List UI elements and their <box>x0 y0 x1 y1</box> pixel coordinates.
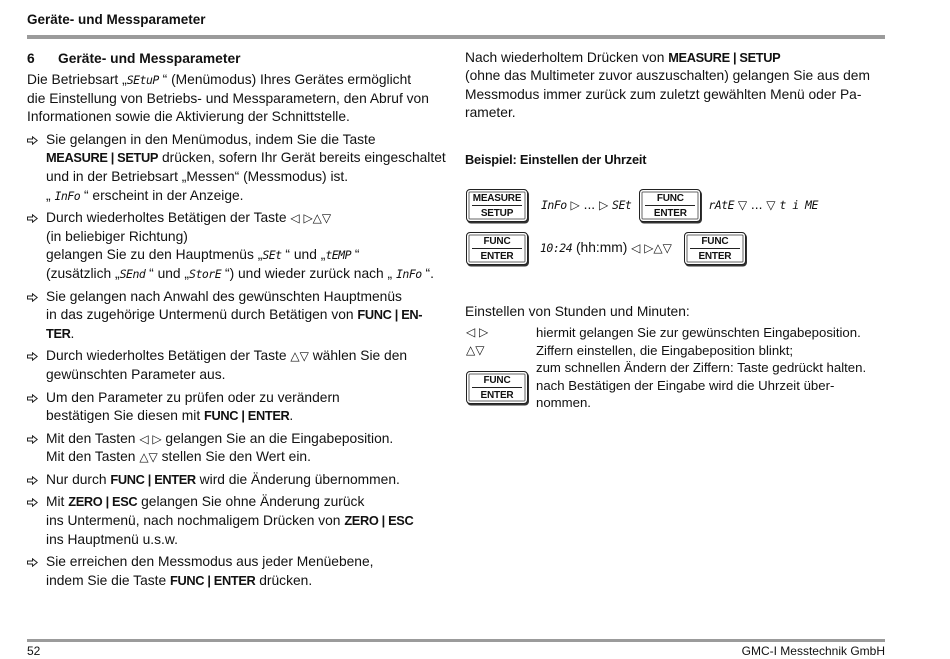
display-readout: SEt <box>612 198 632 212</box>
arrow-keys-symbol: ▽ <box>737 198 748 212</box>
list-item <box>27 430 452 467</box>
table-row <box>466 324 866 342</box>
text-run: „ <box>46 187 55 203</box>
intro-paragraph <box>27 71 452 127</box>
text-run: Mit <box>46 494 69 510</box>
key-label-bottom: ENTER <box>480 250 514 262</box>
key-function-table <box>466 324 866 412</box>
text-line <box>46 407 452 426</box>
key-label-top: FUNC <box>483 235 511 247</box>
text-run: gewünschten Parameter aus. <box>46 366 226 382</box>
text-run: Nur durch <box>46 471 111 487</box>
arrow-keys-symbol: ◁ ▷ <box>139 431 162 446</box>
text-run: Um den Parameter zu prüfen oder zu verändern <box>46 389 340 405</box>
list-item <box>27 131 452 205</box>
key-sequence-row <box>466 231 746 265</box>
text-run: wählen Sie den <box>308 348 408 364</box>
display-readout: rAtE <box>708 198 735 212</box>
list-item-text <box>46 430 452 467</box>
list-item <box>27 209 452 283</box>
text-line <box>46 430 452 449</box>
arrow-keys-symbol: △▽ <box>290 349 309 364</box>
text-run: stellen Sie den Wert ein. <box>157 449 311 465</box>
key-reference: FUNC | ENTER <box>110 471 196 487</box>
table-cell-empty <box>466 394 536 412</box>
display-readout: InFo <box>541 198 567 212</box>
text-line <box>46 265 452 284</box>
measure-setup-key-icon <box>466 189 528 222</box>
text-run: gelangen Sie zu den Hauptmenüs „ <box>46 247 263 263</box>
text-run: Sie erreichen den Messmodus aus jeder Menüebene, <box>46 554 374 570</box>
text-run: . <box>70 325 75 341</box>
table-cell-text: zum schnellen Ändern der Ziffern: Taste gedrückt halten. <box>536 360 867 375</box>
key-reference: MEASURE | SETUP <box>668 50 781 65</box>
text-run: wird die Änderung übernommen. <box>195 471 400 487</box>
table-cell-key <box>466 374 536 401</box>
list-item-text <box>46 389 452 426</box>
sequence-step-text <box>708 196 818 214</box>
text-run: und in der Betriebsart „Messen“ (Messmodus) ist. <box>46 168 349 184</box>
key-label-bottom: SETUP <box>480 207 514 219</box>
text-line <box>465 104 890 122</box>
text-run: (in beliebiger Richtung) <box>46 228 188 244</box>
arrow-bullet-icon <box>27 389 46 408</box>
text-line <box>46 531 452 550</box>
display-readout: SEnd <box>119 266 146 281</box>
table-row <box>466 394 866 412</box>
arrow-keys-symbol: ▽ <box>766 198 776 212</box>
arrow-bullet-icon <box>27 131 46 150</box>
key-label-bottom: ENTER <box>480 389 514 401</box>
table-cell-text: hiermit gelangen Sie zur gewünschten Eingabeposition. <box>536 325 861 340</box>
display-readout: SEt <box>262 248 282 263</box>
arrow-keys-symbol: ◁ ▷ <box>466 325 489 339</box>
right-column-paragraph <box>465 49 890 123</box>
key-divider <box>472 248 522 249</box>
list-item-text <box>46 288 452 344</box>
text-run: gelangen Sie ohne Änderung zurück <box>137 494 365 510</box>
text-line <box>46 228 452 247</box>
arrow-keys-symbol: ▷ <box>598 198 609 212</box>
text-line <box>46 448 452 467</box>
key-sequence-row <box>466 188 818 222</box>
text-run: die Einstellung von Betriebs- und Messparametern, den Abruf von <box>27 90 429 106</box>
text-run: Sie gelangen in den Menümodus, indem Sie die Taste <box>46 131 376 147</box>
text-line <box>27 108 452 127</box>
key-divider <box>472 387 522 388</box>
func-enter-key-icon <box>684 232 746 265</box>
text-line <box>465 67 890 85</box>
func-enter-key-icon <box>466 232 528 265</box>
key-reference: FUNC | EN- <box>357 307 423 323</box>
text-run: Die Betriebsart „ <box>27 72 127 87</box>
key-reference: FUNC | ENTER <box>170 572 256 588</box>
text-line <box>46 471 452 490</box>
table-cell-text: nommen. <box>536 395 591 410</box>
sequence-step-text <box>540 239 672 257</box>
list-item-text <box>46 347 452 384</box>
table-row <box>466 374 866 401</box>
text-run: rameter. <box>465 105 516 121</box>
text-line <box>465 49 890 67</box>
text-run: ... <box>747 197 767 212</box>
sequence-step-text <box>541 196 631 214</box>
text-run: Informationen sowie die Aktivierung der Schnittstelle. <box>27 109 350 125</box>
text-run: Messmodus immer zurück zum zuletzt gewählten Menü oder Pa- <box>465 86 862 102</box>
table-row <box>466 342 866 360</box>
list-item-text <box>46 209 452 283</box>
text-line <box>46 149 452 168</box>
text-line <box>46 366 452 385</box>
key-label-top: FUNC <box>701 235 729 247</box>
list-item <box>27 471 452 490</box>
display-readout: InFo <box>54 188 81 203</box>
key-reference: MEASURE | SETUP <box>46 150 159 166</box>
arrow-bullet-icon <box>27 430 46 449</box>
text-run: “. <box>421 265 434 281</box>
text-run: Sie gelangen nach Anwahl des gewünschten Hauptmenüs <box>46 288 402 304</box>
text-run: “ erscheint in der Anzeige. <box>80 187 244 203</box>
section-number: 6 <box>27 51 35 66</box>
section-heading <box>27 50 447 68</box>
text-run: Mit den Tasten <box>46 430 140 446</box>
text-line <box>465 86 890 104</box>
text-run: . <box>289 408 294 424</box>
text-line <box>46 131 452 150</box>
text-line <box>46 288 452 307</box>
example-heading: Beispiel: Einstellen der Uhrzeit <box>465 152 647 167</box>
text-line <box>46 493 452 512</box>
text-run: ins Hauptmenü u.s.w. <box>46 531 178 547</box>
text-line <box>46 246 452 265</box>
footer-rule <box>27 639 885 642</box>
text-run: in das zugehörige Untermenü durch Betätigen von <box>46 307 358 323</box>
header-rule <box>27 35 885 39</box>
text-run: drücken. <box>255 572 313 588</box>
display-readout: tEMP <box>325 248 352 263</box>
display-readout: InFo <box>396 266 422 281</box>
arrow-bullet-icon <box>27 493 46 512</box>
text-line <box>46 325 452 344</box>
arrow-bullet-icon <box>27 553 46 572</box>
text-run: ... <box>579 197 599 212</box>
text-run: “ (Menümodus) Ihres Gerätes ermöglicht <box>158 72 412 87</box>
text-line <box>46 512 452 531</box>
display-readout: StorE <box>189 266 222 281</box>
key-label-top: FUNC <box>656 192 684 204</box>
arrow-keys-symbol: ◁ ▷△▽ <box>631 241 672 255</box>
display-readout: t i ME <box>779 198 818 212</box>
arrow-keys-symbol: ▷ <box>570 198 580 212</box>
footer-company: GMC-I Messtechnik GmbH <box>741 644 885 658</box>
text-line <box>46 572 452 591</box>
text-run: Durch wiederholtes Betätigen der Taste <box>46 348 291 364</box>
list-item-text <box>46 471 452 490</box>
list-item-text <box>46 131 452 205</box>
table-cell-text: Ziffern einstellen, die Eingabeposition blinkt; <box>536 342 794 358</box>
text-run: “ und „ <box>145 265 190 281</box>
list-item <box>27 493 452 549</box>
text-run: bestätigen Sie diesen mit <box>46 408 204 424</box>
left-column <box>27 71 452 590</box>
key-divider <box>472 205 522 206</box>
text-line <box>46 168 452 187</box>
arrow-bullet-icon <box>27 288 46 307</box>
page-number: 52 <box>27 644 41 658</box>
text-run: ins Untermenü, nach nochmaligem Drücken von <box>46 513 345 529</box>
text-run: “ und „ <box>281 247 326 263</box>
text-line <box>46 389 452 408</box>
text-line <box>46 209 452 228</box>
key-label-bottom: ENTER <box>698 250 732 262</box>
key-reference: ZERO | ESC <box>344 513 414 529</box>
text-run: “ <box>351 247 360 263</box>
text-run: “) und wieder zurück nach „ <box>221 265 396 281</box>
key-label-top: MEASURE <box>472 192 522 204</box>
text-run: Durch wiederholtes Betätigen der Taste <box>46 210 291 226</box>
arrow-bullet-icon <box>27 471 46 490</box>
list-item <box>27 389 452 426</box>
display-readout: 10:24 <box>540 241 573 255</box>
list-item-text <box>46 493 452 549</box>
arrow-keys-symbol: △▽ <box>466 342 485 357</box>
section-title: Geräte- und Messparameter <box>58 51 241 66</box>
arrow-keys-symbol: ◁ ▷△▽ <box>290 211 332 226</box>
instruction-list <box>27 131 452 591</box>
key-table-title: Einstellen von Stunden und Minuten: <box>465 304 690 319</box>
arrow-bullet-icon <box>27 209 46 228</box>
text-run: gelangen Sie an die Eingabeposition. <box>161 430 394 446</box>
text-run: drücken, sofern Ihr Gerät bereits eingeschaltet <box>158 150 446 166</box>
key-reference: FUNC | ENTER <box>204 408 290 424</box>
text-run: (zusätzlich „ <box>46 265 120 281</box>
text-line <box>46 553 452 572</box>
running-header-title: Geräte- und Messparameter <box>27 12 206 27</box>
key-reference: TER <box>46 325 71 341</box>
text-line <box>27 90 452 109</box>
text-run: (hh:mm) <box>572 240 632 255</box>
list-item-text <box>46 553 452 590</box>
text-run: Nach wiederholtem Drücken von <box>465 50 669 65</box>
display-readout: SEtuP <box>126 73 159 87</box>
arrow-keys-symbol: △▽ <box>139 450 158 465</box>
key-label-bottom: ENTER <box>653 207 687 219</box>
text-line <box>46 347 452 366</box>
table-cell-text: nach Bestätigen der Eingabe wird die Uhrzeit über- <box>536 377 835 393</box>
key-reference: ZERO | ESC <box>68 494 138 510</box>
list-item <box>27 288 452 344</box>
key-label-top: FUNC <box>483 374 511 386</box>
text-run: Mit den Tasten <box>46 449 140 465</box>
text-line <box>46 187 452 206</box>
key-divider <box>645 205 695 206</box>
func-enter-key-icon <box>639 189 701 222</box>
text-run: indem Sie die Taste <box>46 572 170 588</box>
text-line <box>27 71 452 90</box>
text-run: (ohne das Multimeter zuvor auszuschalten) gelangen Sie aus dem <box>465 68 870 84</box>
arrow-bullet-icon <box>27 347 46 366</box>
list-item <box>27 347 452 384</box>
list-item <box>27 553 452 590</box>
text-line <box>46 306 452 325</box>
key-divider <box>690 248 740 249</box>
